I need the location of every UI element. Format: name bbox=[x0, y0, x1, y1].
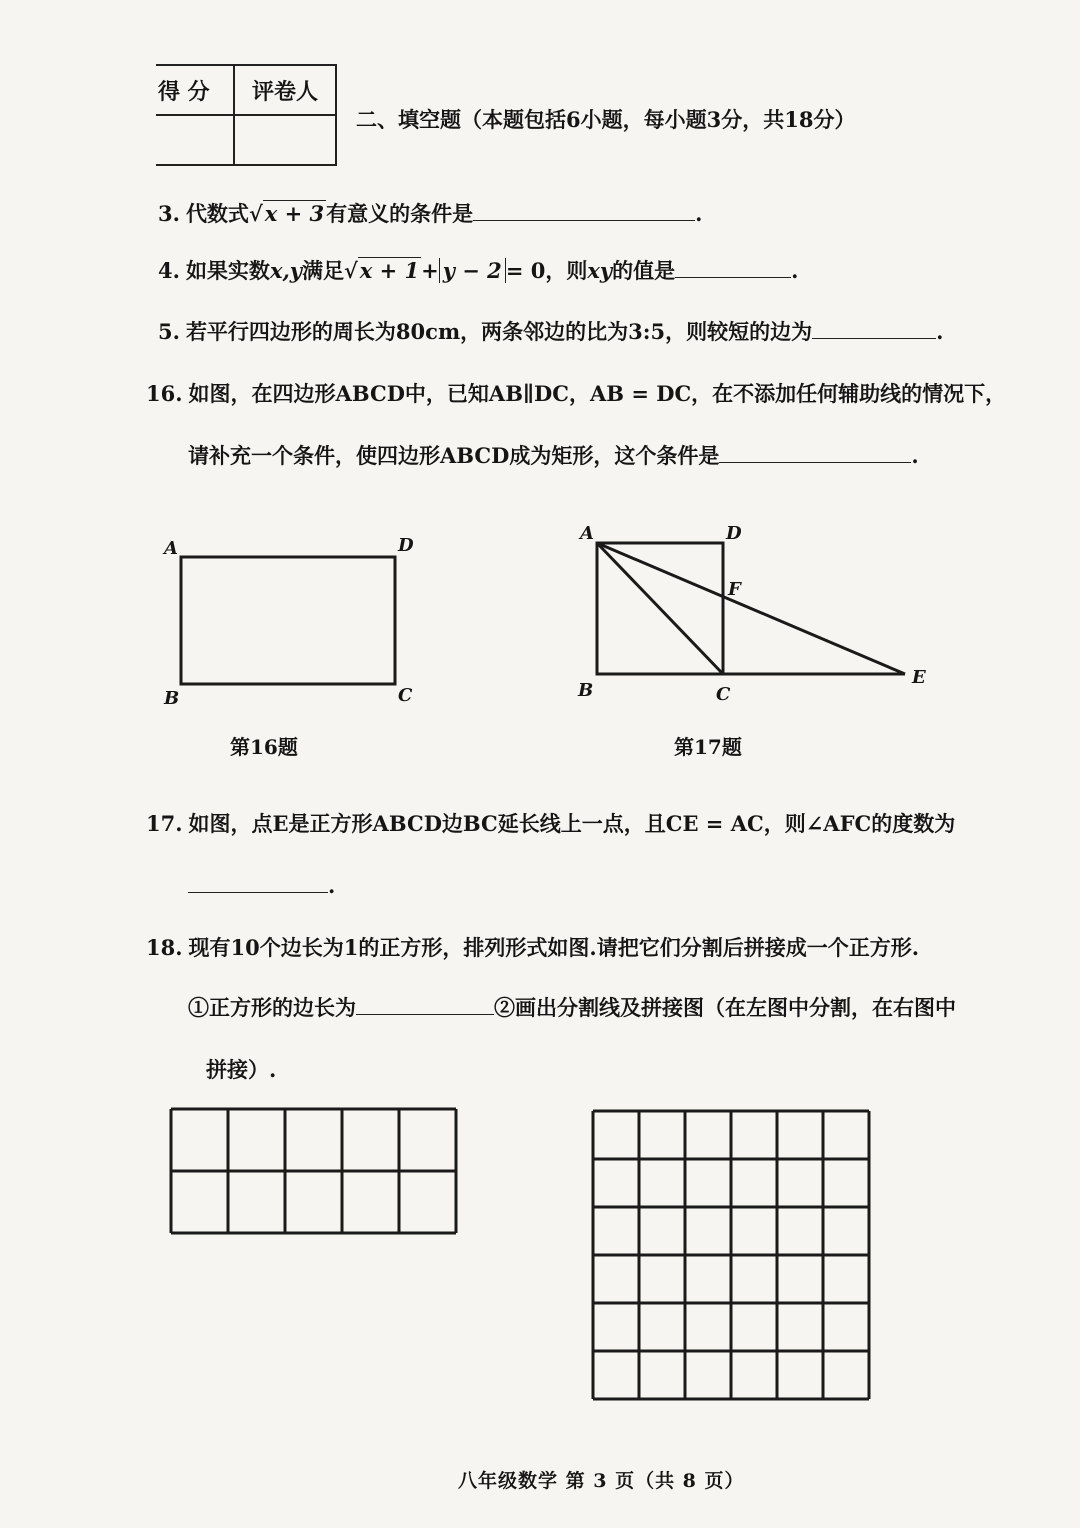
question-17-answer-line bbox=[188, 872, 335, 898]
grader-cell bbox=[234, 115, 336, 165]
question-text: 有意义的条件是 bbox=[326, 201, 474, 226]
label-E: E bbox=[912, 667, 926, 688]
answer-blank[interactable] bbox=[812, 318, 936, 339]
question-text: ②画出分割线及拼接图（在左图中分割，在右图中 bbox=[494, 995, 956, 1020]
question-number: 3. bbox=[158, 201, 180, 226]
question-text: 请补充一个条件，使四边形ABCD成为矩形，这个条件是 bbox=[188, 443, 720, 468]
answer-blank[interactable] bbox=[473, 200, 695, 221]
sqrt-expression: √x + 3 bbox=[248, 201, 325, 226]
period: . bbox=[328, 873, 336, 898]
grader-label: 评卷人 bbox=[234, 65, 336, 115]
score-table bbox=[156, 64, 337, 166]
question-13 bbox=[158, 198, 702, 228]
question-17 bbox=[146, 808, 955, 838]
figure-16-caption: 第16题 bbox=[230, 735, 298, 759]
question-number: 17. bbox=[146, 811, 183, 836]
figure-17-caption: 第17题 bbox=[674, 735, 742, 759]
answer-blank[interactable] bbox=[356, 994, 494, 1015]
question-text: 如果实数 bbox=[185, 258, 270, 283]
period: . bbox=[791, 258, 799, 283]
period: . bbox=[911, 443, 919, 468]
period: . bbox=[695, 201, 703, 226]
figure-17-square-diagram bbox=[570, 515, 950, 715]
question-number: 5. bbox=[158, 319, 180, 344]
product-xy: xy bbox=[587, 258, 613, 283]
question-text: 现有10个边长为1的正方形，排列形式如图.请把它们分割后拼接成一个正方形. bbox=[188, 935, 920, 960]
question-text: 如图，点E是正方形ABCD边BC延长线上一点，且CE = AC，则∠AFC的度数为 bbox=[188, 811, 956, 836]
question-number: 16. bbox=[146, 381, 183, 406]
plus-sign: + bbox=[421, 258, 439, 283]
label-A: A bbox=[164, 538, 178, 559]
question-18-line3 bbox=[206, 1054, 276, 1084]
question-text: 如图，在四边形ABCD中，已知AB∥DC，AB = DC，在不添加任何辅助线的情况下， bbox=[188, 381, 1007, 406]
radicand: x + 3 bbox=[264, 201, 325, 226]
section-title: 二、填空题（本题包括6小题，每小题3分，共18分） bbox=[356, 107, 856, 132]
question-18-line2 bbox=[188, 992, 956, 1022]
question-text: 代数式 bbox=[185, 201, 249, 226]
question-number: 18. bbox=[146, 935, 183, 960]
score-cell bbox=[156, 115, 234, 165]
answer-blank[interactable] bbox=[188, 872, 328, 893]
label-D: D bbox=[398, 535, 414, 556]
question-14 bbox=[158, 255, 798, 285]
label-F: F bbox=[728, 579, 741, 600]
period: . bbox=[936, 319, 944, 344]
answer-blank[interactable] bbox=[719, 442, 911, 463]
label-B: B bbox=[164, 688, 180, 709]
question-text: 的值是 bbox=[612, 258, 676, 283]
label-B: B bbox=[578, 680, 594, 701]
variables: x,y bbox=[269, 258, 302, 283]
question-text: = 0，则 bbox=[505, 258, 588, 283]
sqrt-expression: √x + 1 bbox=[343, 258, 420, 283]
label-C: C bbox=[398, 685, 413, 706]
question-text: 拼接）. bbox=[206, 1057, 277, 1082]
question-16-line1 bbox=[146, 378, 1006, 408]
question-number: 4. bbox=[158, 258, 180, 283]
label-C: C bbox=[716, 684, 731, 705]
grid-right-6x6[interactable] bbox=[590, 1108, 880, 1408]
score-label: 得 分 bbox=[156, 65, 234, 115]
question-text: 满足 bbox=[301, 258, 344, 283]
question-text: ①正方形的边长为 bbox=[188, 995, 356, 1020]
absolute-value: y − 2 bbox=[439, 258, 506, 283]
question-18-line1 bbox=[146, 932, 919, 962]
label-A: A bbox=[580, 523, 594, 544]
answer-blank[interactable] bbox=[675, 257, 791, 278]
question-15 bbox=[158, 316, 943, 346]
figure-16-rectangle bbox=[150, 520, 450, 720]
radicand: x + 1 bbox=[359, 258, 420, 283]
grid-left-5x2[interactable] bbox=[168, 1106, 468, 1246]
page-footer: 八年级数学 第 3 页（共 8 页） bbox=[458, 1470, 745, 1492]
question-16-line2 bbox=[188, 440, 919, 470]
label-D: D bbox=[726, 523, 742, 544]
question-text: 若平行四边形的周长为80cm，两条邻边的比为3:5，则较短的边为 bbox=[185, 319, 813, 344]
